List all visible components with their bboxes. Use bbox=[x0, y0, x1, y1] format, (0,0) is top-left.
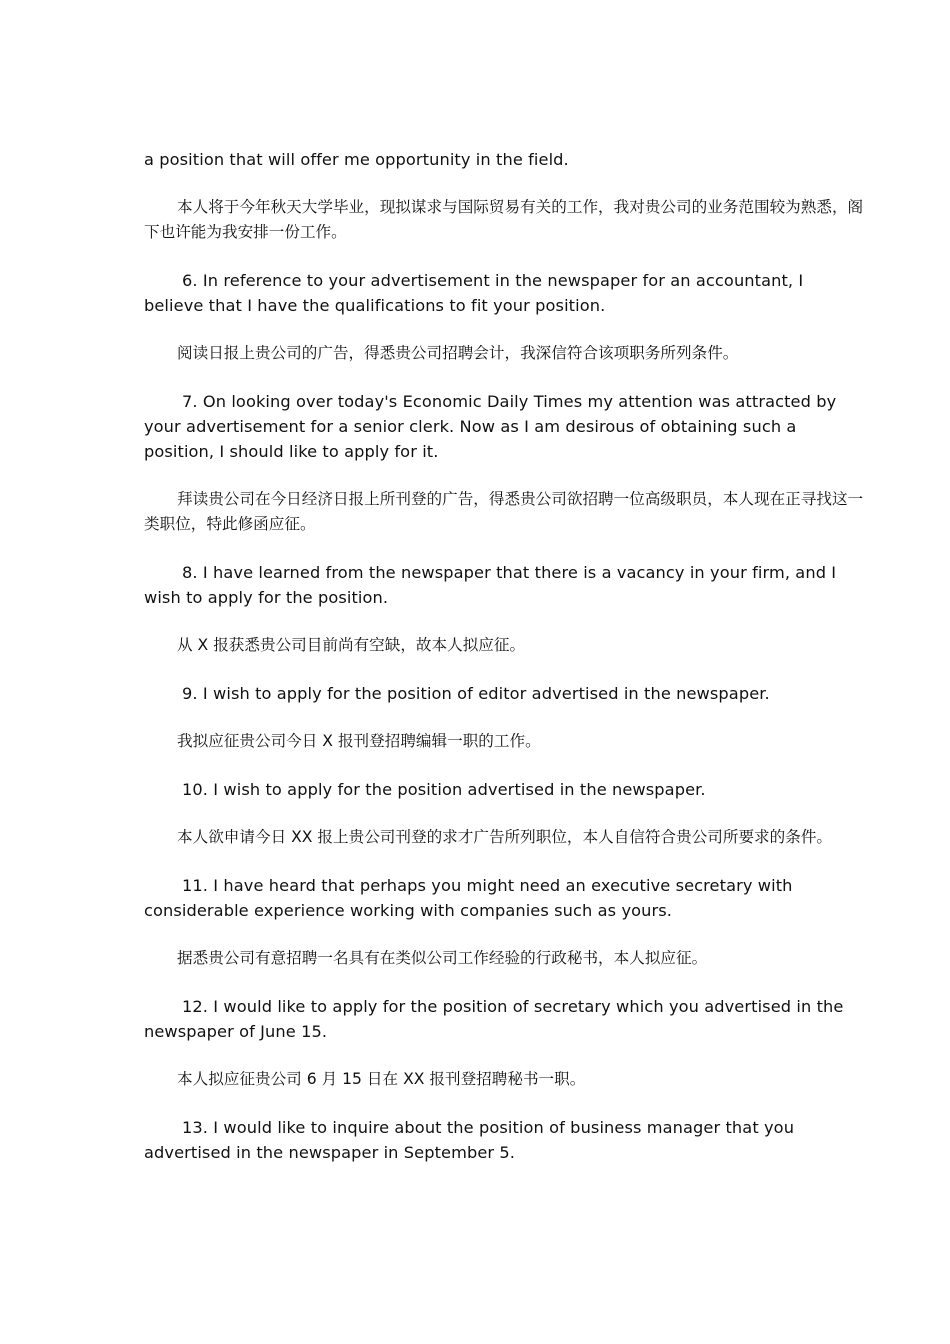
paragraph-chinese-9: 我拟应征贵公司今日 X 报刊登招聘编辑一职的工作。 bbox=[177, 732, 541, 750]
paragraph-chinese-10: 本人欲申请今日 XX 报上贵公司刊登的求才广告所列职位，本人自信符合贵公司所要求的条件。 bbox=[177, 828, 833, 846]
paragraph-english-8: 8. I have learned from the newspaper that there is a vacancy in your firm, and I wish to apply for the position. bbox=[144, 563, 837, 607]
paragraph-chinese-5: 本人将于今年秋天大学毕业，现拟谋求与国际贸易有关的工作，我对贵公司的业务范围较为熟悉，阁下也许能为我安排一份工作。 bbox=[144, 198, 864, 241]
document-body bbox=[144, 147, 866, 1165]
paragraph-english-9: 9. I wish to apply for the position of editor advertised in the newspaper. bbox=[182, 684, 770, 703]
paragraph-english-13: 13. I would like to inquire about the position of business manager that you advertised in the newspaper in September 5. bbox=[144, 1118, 795, 1162]
paragraph-english-6: 6. In reference to your advertisement in the newspaper for an accountant, I believe that I have the qualifications to fit your position. bbox=[144, 271, 804, 315]
paragraph-english-12: 12. I would like to apply for the position of secretary which you advertised in the newspaper of June 15. bbox=[144, 997, 844, 1041]
paragraph-chinese-8: 从 X 报获悉贵公司目前尚有空缺，故本人拟应征。 bbox=[177, 636, 526, 654]
paragraph-continuation: a position that will offer me opportunity in the field. bbox=[144, 150, 569, 169]
paragraph-english-10: 10. I wish to apply for the position advertised in the newspaper. bbox=[182, 780, 706, 799]
paragraph-english-11: 11. I have heard that perhaps you might need an executive secretary with considerable experience working with companies such as yours. bbox=[144, 876, 793, 920]
paragraph-chinese-6: 阅读日报上贵公司的广告，得悉贵公司招聘会计，我深信符合该项职务所列条件。 bbox=[177, 344, 739, 362]
paragraph-english-7: 7. On looking over today's Economic Daily Times my attention was attracted by your advertisement for a senior clerk. Now as I am desirous of obtaining such a position, I should like to apply for it. bbox=[144, 392, 837, 461]
paragraph-chinese-7: 拜读贵公司在今日经济日报上所刊登的广告，得悉贵公司欲招聘一位高级职员，本人现在正寻找这一类职位，特此修函应征。 bbox=[144, 490, 864, 533]
paragraph-chinese-11: 据悉贵公司有意招聘一名具有在类似公司工作经验的行政秘书，本人拟应征。 bbox=[177, 949, 708, 967]
paragraph-chinese-12: 本人拟应征贵公司 6 月 15 日在 XX 报刊登招聘秘书一职。 bbox=[177, 1070, 586, 1088]
